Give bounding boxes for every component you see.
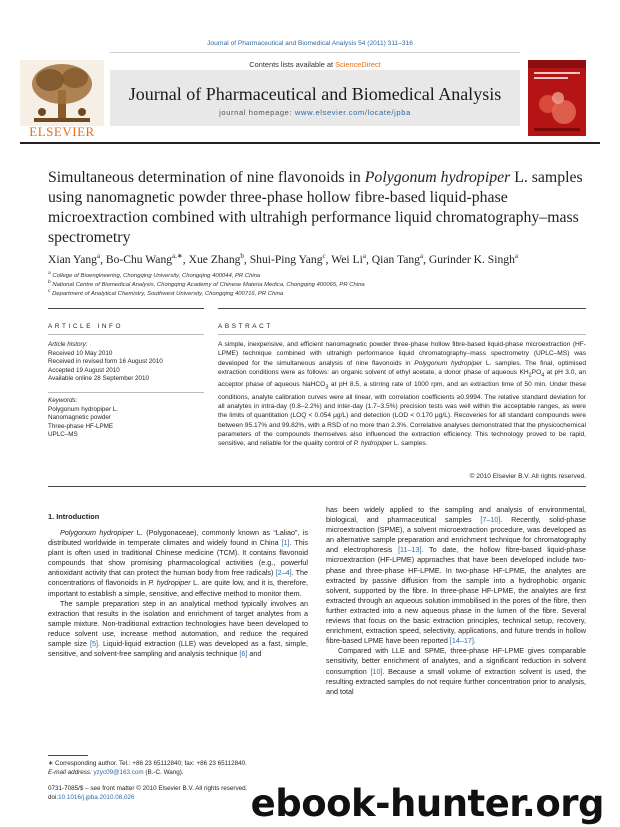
intro-paragraph (48, 528, 308, 599)
intro-seg: . The concentrations of flavonoids in (48, 568, 308, 588)
history-item: Available online 28 September 2010 (48, 375, 150, 383)
corresponding-author: ∗ Corresponding author. Tel.: +86 23 65112840; fax: +86 23 65112840. (48, 760, 247, 767)
contents-line (110, 60, 520, 69)
author-sup[interactable]: b (240, 252, 244, 260)
keyword-item[interactable]: Three-phase HF-LPME (48, 422, 114, 430)
reference-link[interactable]: [2–4] (275, 568, 292, 578)
abstract-sub: 2 (528, 372, 532, 379)
reference-link[interactable]: [1] (281, 538, 290, 548)
intro-paragraph (326, 646, 586, 696)
author-sup[interactable]: a,∗ (172, 252, 183, 260)
abstract-top-rule (218, 308, 586, 309)
article-title (48, 168, 588, 248)
title-part2: L. samples using nanomagnetic powder three-phase hollow fibre-based liquid-phase microextraction combined with ultrahigh performance liquid chromatography–mass spectrometry (48, 169, 583, 246)
affil-sup: c (48, 289, 51, 294)
article-history (48, 341, 204, 384)
intro-left-column (48, 528, 308, 659)
masthead-top-rule (110, 52, 520, 53)
abstract-seg: PO (531, 368, 542, 376)
journal-citation[interactable]: Journal of Pharmaceutical and Biomedical Analysis 54 (2011) 311–316 (207, 40, 413, 47)
author-name: Qian Tang (371, 252, 420, 266)
history-item: Received in revised form 16 August 2010 (48, 358, 163, 366)
abstract-sub: 4 (541, 372, 545, 379)
intro-italic: P. hydropiper (148, 578, 191, 588)
intro-seg: Compared with LLE and SPME, three-phase HF-LPME gives comparable sensitivity, better enrichment of analytes, and a significant reduction in solvent consumption (326, 646, 586, 676)
intro-right-column (326, 505, 586, 697)
abstract-italic: P. hydropiper (353, 440, 392, 448)
author-sup[interactable]: a (514, 252, 518, 260)
author-name: Xian Yang (48, 252, 97, 266)
reference-link[interactable]: [14–17] (449, 636, 474, 646)
abstract-sub-rule (218, 334, 586, 335)
abstract-seg: L. samples. The final, optimised extraction conditions were as follows: an organic solvent of ethyl acetate, a donor phase of aqueous KH (218, 359, 587, 376)
intro-seg: L. are quite low, and it is, therefore, important to establish a simple, sensitive, and effective method to monitor them. (48, 578, 308, 598)
watermark-text: ebook-hunter.org (250, 782, 604, 825)
intro-seg: . (473, 636, 476, 646)
intro-seg: . This plant is often used in traditional Chinese medicine (TCM). It contains flavonoid compounds that show promising pharmacological activities (e.g., powerful antioxidant activity that can protect the human body from free radicals) (48, 538, 308, 578)
author-name: Gurinder K. Singh (428, 252, 515, 266)
reference-link[interactable]: [10] (370, 666, 383, 676)
author-name: Xue Zhang (188, 252, 241, 266)
keyword-item[interactable]: Nanomagnetic powder (48, 414, 112, 422)
author-name: Wei Li (331, 252, 363, 266)
intro-paragraph (48, 599, 308, 660)
affil-text: National Centre of Biomedical Analysis, Chongqing Academy of Chinese Materia Medica, Chongqing 400065, PR China (52, 281, 365, 288)
affil-sup: a (48, 271, 51, 276)
author-sup[interactable]: c (322, 252, 326, 260)
affiliation-c (48, 289, 588, 297)
abstract-seg: at pH 8.5, a stirring rate of 1000 rpm, and an extraction time of 50 min. Under these conditions, analyte calibration curves were all linear, with correlation coefficients ≥0.9994. The relative standard deviation for all analytes in intra-day (0.8–2.2%) and inter-day (1.7–3.5%) precision tests was well within the acceptable ranges, as were the limits of quantitation (LOQ < 0.054 μg/L) and detection (LOD < 0.170 μg/L). Recoveries for all standard compounds were between 95.17% and 99.82%, with a RSD of no more than 2.3%. Correlative analyses demonstrated that the physicochemical parameters of the compounds themselves also influenced the extraction efficiency. This technology proved to be rapid, sensitive, and reliable for the quality control of (218, 381, 586, 448)
intro-italic: Polygonum hydropiper (60, 528, 134, 537)
reference-link[interactable]: [6] (239, 649, 248, 659)
journal-cover-thumbnail-icon[interactable] (528, 60, 586, 136)
email-label: E-mail address: (48, 768, 94, 776)
author-name: Shui-Ping Yang (249, 252, 323, 266)
history-item: Accepted 19 August 2010 (48, 366, 120, 374)
intro-heading: 1. Introduction (48, 512, 100, 521)
intro-seg: The sample preparation step in an analytical method typically involves an extraction that results in the isolation and enrichment of target analytes from a sample mixture. Non-traditional extraction technologies have been developed to reduce solvent use, increase method automation, and reduce the required sample size (48, 598, 308, 649)
affiliation-a (48, 271, 588, 279)
masthead-bottom-rule (20, 142, 600, 144)
homepage-url[interactable]: www.elsevier.com/locate/jpba (294, 108, 411, 117)
reference-link[interactable]: [11–13] (398, 545, 422, 555)
footnote-rule (48, 755, 88, 756)
history-label: Article history: (48, 341, 88, 348)
history-item: Received 10 May 2010 (48, 349, 113, 357)
title-italic: Polygonum hydropiper (364, 169, 511, 186)
abstract-heading: ABSTRACT (218, 323, 273, 330)
reference-link[interactable]: [5] (89, 639, 98, 649)
homepage-prefix: journal homepage: (219, 108, 295, 117)
title-part1: Simultaneous determination of nine flavonoids in (48, 169, 365, 186)
abstract-italic: Polygonum hydropiper (414, 359, 483, 367)
article-info-heading: ARTICLE INFO (48, 323, 124, 330)
author-list: Xian Yang$^a$, Bo-Chu Wang$^{a,∗}$, Xue Zhang$^b$, Shui-Ping Yang$^c$, Wei Li$^a$, Qian Tang$^a$, Gurinder K. Singh$^a$ (48, 252, 518, 266)
doi-label: doi: (48, 793, 59, 801)
abstract-bottom-rule (48, 486, 586, 487)
affil-text: Department of Analytical Chemistry, Southwest University, Chongqing 400716, PR China (52, 290, 284, 297)
email-link[interactable]: yzyc09@163.com (93, 768, 144, 776)
elsevier-wordmark: ELSEVIER (29, 124, 95, 139)
sciencedirect-link[interactable]: ScienceDirect (335, 60, 381, 69)
author-sup[interactable]: a (96, 252, 101, 260)
corresponding-footnote (48, 760, 308, 778)
abstract-seg: A simple, inexpensive, and efficient nanomagnetic powder three-phase hollow fibre-based liquid-phase microextraction (HF-LPME) technique combined with ultrahigh performance liquid chromatography–mass spectrometry (UPLC–MS) was developed for the simultaneous analysis of nine flavonoids in (218, 341, 586, 367)
keyword-item[interactable]: Polygonum hydropiper L. (48, 405, 119, 413)
affil-text: College of Bioengineering, Chongqing University, Chongqing 400044, PR China (52, 272, 261, 279)
intro-seg: . Because a small volume of extraction solvent is used, the resulting extracted samples do not require further concentration prior to analysis, and total (326, 666, 586, 696)
abstract-text (218, 340, 586, 448)
intro-paragraph (326, 505, 586, 646)
affil-sup: b (48, 280, 51, 285)
abstract-seg: L. samples. (392, 440, 428, 448)
journal-homepage (110, 108, 520, 117)
abstract-seg: at pH 3.0, an acceptor phase of aqueous NaHCO (218, 368, 586, 389)
keyword-item[interactable]: UPLC–MS (48, 431, 78, 439)
keywords-label: Keywords: (48, 397, 78, 404)
author-name: Bo-Chu Wang (105, 252, 173, 266)
doi-link[interactable]: 10.1016/j.jpba.2010.08.026 (58, 793, 135, 801)
elsevier-tree-logo-icon (20, 60, 104, 126)
intro-seg: and (247, 649, 262, 659)
abstract-copyright: © 2010 Elsevier B.V. All rights reserved. (469, 473, 586, 480)
intro-seg: L. (Polygonaceae), commonly known as “Laliao”, is distributed worldwide in temperate climates and widely found in China (48, 528, 308, 548)
abstract-sub: 3 (325, 384, 329, 391)
intro-seg: . Recently, solid-phase microextraction (SPME), a solvent microextraction procedure, was developed as an alternative sample preparation and enrichment technique for chromatography and electrophoresis (326, 515, 586, 555)
affiliation-b (48, 280, 588, 288)
keywords-rule (48, 392, 204, 393)
article-info-sub-rule (48, 334, 204, 335)
intro-seg: . To date, the hollow fibre-based liquid-phase microextraction (HF-LPME) approaches that have been developed include two-phase and three-phase HF-LPME. In two-phase HF-LPME, the analytes are extracted by passive diffusion from the sample into a hydrophobic organic solvent, supported by the fibre. In three-phase HF-LPME, the analytes are first extracted through an aqueous solution immobilised in the pores of the fibre, then further extracted into a new aqueous phase in the lumen of the fibre. Several reviews that focus on the basic extraction principles, technical setup, recovery, enrichment, extraction speed, selectivity, applications, and future trends in hollow fibre-based LPME have been reported (326, 545, 586, 646)
issn-line: 0731-7085/$ – see front matter © 2010 Elsevier B.V. All rights reserved. (48, 785, 248, 792)
keywords-block (48, 397, 204, 440)
contents-prefix: Contents lists available at (249, 60, 336, 69)
intro-seg: has been widely applied to the sampling and analysis of environmental, biological, and pharmaceutical samples (326, 505, 586, 525)
reference-link[interactable]: [7–10] (480, 515, 501, 525)
article-info-top-rule (48, 308, 204, 309)
author-sup[interactable]: a (419, 252, 424, 260)
journal-title: Journal of Pharmaceutical and Biomedical Analysis (128, 84, 502, 104)
author-sup[interactable]: a (362, 252, 366, 260)
email-suffix: (B.-C. Wang). (143, 768, 184, 776)
intro-seg: . Liquid-liquid extraction (LLE) was developed as a fast, simple, sensitive, and solvent-free sampling and analysis technique (48, 639, 308, 659)
